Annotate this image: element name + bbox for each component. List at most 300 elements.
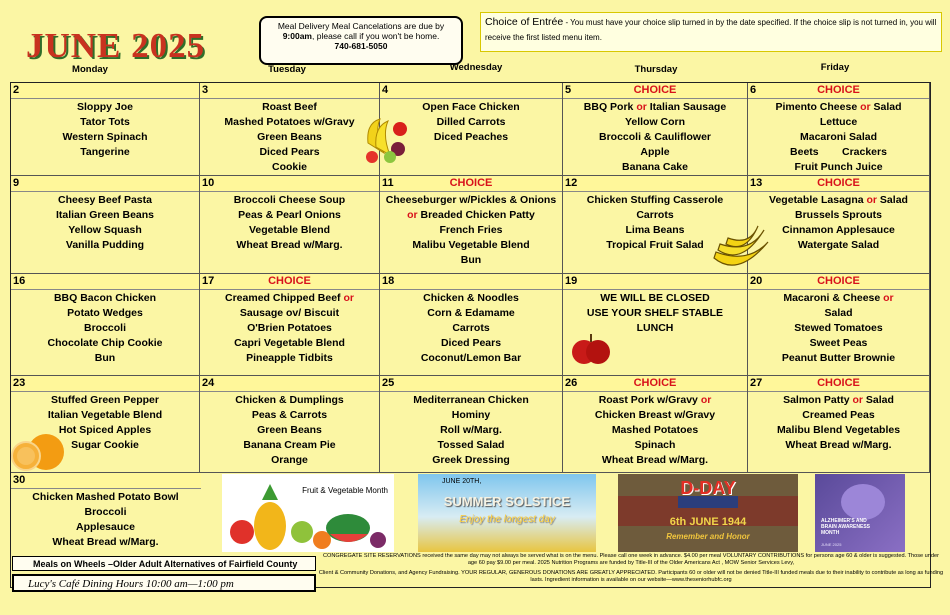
choice-label: CHOICE (633, 377, 677, 389)
menu-item (563, 408, 747, 423)
menu-item-text: USE YOUR SHELF STABLE (586, 307, 724, 319)
menu-items (11, 99, 199, 160)
menu-item (11, 408, 199, 423)
menu-item (11, 336, 199, 351)
menu-item (748, 115, 929, 130)
menu-item (11, 100, 199, 115)
menu-item-text: Banana Cake (622, 161, 688, 173)
menu-item-text: Coconut/Lemon Bar (420, 352, 522, 364)
menu-item-text: Wheat Bread w/Marg. (236, 239, 343, 251)
d-day-title: D-DAY (680, 478, 736, 498)
date-number: 12 (565, 177, 578, 189)
menu-item: Chicken Mashed Potato Bowl (32, 491, 179, 503)
menu-item (380, 393, 562, 408)
menu-item (200, 408, 379, 423)
or-connector: or (636, 101, 647, 113)
menu-item (748, 306, 929, 321)
menu-item (200, 291, 379, 306)
fine-print-2: Client & Community Donations, and Agency Fundraising. YOUR REGULAR, GENEROUS DONATIONS ARE GREATLY APPRECIATED. Participants 60 or older will not be denied Title-III funded meals due to their inability to contribute as long as funding lasts. Ingredient information is available on our website—www.theseniorhubfc.org (318, 570, 944, 583)
menu-item (11, 208, 199, 223)
menu-item (200, 223, 379, 238)
day-cell (563, 83, 748, 176)
menu-item-text: Italian Vegetable Blend (47, 409, 163, 421)
menu-item-text: Roast Pork w/Gravy (598, 394, 701, 406)
notice-time: 9:00am (282, 31, 312, 41)
or-connector: or (883, 292, 894, 304)
menu-item-text: Pineapple Tidbits (246, 352, 333, 364)
menu-item-text: Hominy (451, 409, 491, 421)
menu-items (200, 192, 379, 253)
date-bar (380, 376, 562, 392)
menu-item (380, 336, 562, 351)
page-title: JUNE 2025 (26, 26, 206, 65)
menu-item-text: Peas & Carrots (251, 409, 328, 421)
menu-item-text: BBQ Pork (583, 101, 637, 113)
menu-item (380, 423, 562, 438)
d-day-subtitle: Remember and Honor (666, 532, 750, 541)
menu-item-text: Vegetable Blend (248, 224, 331, 236)
menu-item (200, 130, 379, 145)
menu-item (748, 438, 929, 453)
date-bar (200, 376, 379, 392)
menu-item (380, 291, 562, 306)
menu-item-text: Bun (94, 352, 116, 364)
day-cell (380, 376, 563, 473)
solstice-title: SUMMER SOLSTICE (443, 494, 571, 509)
menu-item (200, 393, 379, 408)
date-bar (200, 83, 379, 99)
menu-item-text: Wheat Bread w/Marg. (601, 454, 709, 466)
date-bar (380, 274, 562, 290)
menu-item (200, 306, 379, 321)
menu-item (748, 160, 929, 175)
menu-item-text: Hot Spiced Apples (58, 424, 152, 436)
date-number: 4 (382, 84, 389, 96)
menu-item-text: Broccoli Cheese Soup (233, 194, 346, 206)
date-number: 11 (382, 177, 394, 189)
date-number: 2 (13, 84, 20, 96)
entree-label: Choice of Entrée (485, 16, 564, 28)
day-header-monday: Monday (72, 64, 108, 75)
date-bar (380, 83, 562, 99)
menu-item-text: Macaroni Salad (799, 131, 878, 143)
menu-item: Broccoli (84, 506, 127, 518)
menu-item (200, 115, 379, 130)
menu-item-text: Spinach (634, 439, 676, 451)
fine-print (318, 553, 944, 587)
menu-item (748, 291, 929, 306)
menu-item-text: Pimento Cheese (775, 101, 861, 113)
menu-item-text: Salad (877, 194, 908, 206)
date-bar (748, 274, 929, 290)
menu-item-text: Mashed Potatoes w/Gravy (224, 116, 355, 128)
date-number: 23 (13, 377, 26, 389)
menu-item-text: Lettuce (819, 116, 858, 128)
menu-item-text: Roll w/Marg. (440, 424, 502, 436)
date-number: 25 (382, 377, 395, 389)
day-cell (11, 83, 200, 176)
menu-item (200, 238, 379, 253)
menu-items (563, 392, 747, 468)
menu-item (11, 193, 199, 208)
menu-item (748, 130, 929, 145)
menu-item (380, 253, 562, 268)
date-number: 20 (750, 275, 763, 287)
menu-item (200, 160, 379, 175)
date-number: 26 (565, 377, 578, 389)
menu-item-text: Bun (460, 254, 482, 266)
menu-item-text: Breaded Chicken Patty (417, 209, 535, 221)
menu-item (748, 321, 929, 336)
date-bar (11, 376, 199, 392)
date-number: 18 (382, 275, 395, 287)
head-silhouette-icon (825, 482, 895, 522)
menu-item (748, 193, 929, 208)
menu-item-text: Mashed Potatoes (611, 424, 699, 436)
menu-item (11, 351, 199, 366)
day-cell (11, 176, 200, 274)
menu-item-text: Salad (824, 307, 853, 319)
date-number: 13 (750, 177, 763, 189)
day-header-thursday: Thursday (634, 64, 678, 75)
date-number: 9 (13, 177, 20, 189)
summer-solstice-banner (418, 474, 596, 552)
menu-item-text: Italian Green Beans (55, 209, 155, 221)
menu-item-text: Macaroni & Cheese (783, 292, 884, 304)
date-bar (11, 176, 199, 192)
menu-item (563, 193, 747, 208)
alzheimers-banner (815, 474, 905, 552)
menu-item-text: Carrots (452, 322, 490, 334)
menu-item (563, 100, 747, 115)
menu-items (11, 290, 199, 366)
menu-item-text: Peanut Butter Brownie (781, 352, 896, 364)
menu-items (200, 290, 379, 366)
cancellation-notice (259, 16, 463, 65)
menu-item-text: Malibu Vegetable Blend (412, 239, 530, 251)
menu-item (748, 336, 929, 351)
menu-item-text: O'Brien Potatoes (247, 322, 332, 334)
menu-item-text: Italian Sausage (646, 101, 727, 113)
menu-items (380, 192, 562, 268)
menu-item (380, 223, 562, 238)
date-bar (200, 176, 379, 192)
day-cell (748, 274, 930, 376)
date-bar (380, 176, 562, 192)
menu-item (200, 208, 379, 223)
menu-item (748, 423, 929, 438)
menu-item (200, 336, 379, 351)
menu-item (748, 208, 929, 223)
menu-item: Wheat Bread w/Marg. (52, 536, 159, 548)
menu-item (380, 321, 562, 336)
menu-item (563, 208, 747, 223)
day-cell (200, 176, 380, 274)
date-number: 3 (202, 84, 209, 96)
choice-label: CHOICE (817, 84, 860, 96)
date-number: 16 (13, 275, 26, 287)
menu-item (380, 408, 562, 423)
choice-label: CHOICE (817, 275, 860, 287)
menu-item-text: Potato Wedges (67, 307, 143, 319)
bananas-icon (708, 222, 774, 274)
d-day-date: 6th JUNE 1944 (669, 516, 747, 528)
menu-item (748, 238, 929, 253)
menu-item-text: Salmon Patty (783, 394, 853, 406)
menu-items (748, 99, 929, 175)
menu-item-text: Banana Cream Pie (243, 439, 336, 451)
date-number: 6 (750, 84, 757, 96)
choice-label: CHOICE (449, 177, 493, 189)
menu-item (563, 393, 747, 408)
menu-item-text: Chicken & Noodles (423, 292, 519, 304)
entree-notice (480, 12, 942, 52)
menu-item (563, 291, 747, 306)
menu-item (563, 130, 747, 145)
menu-item-text: Capri Vegetable Blend (234, 337, 345, 349)
day-cell (200, 274, 380, 376)
fine-print-1: CONGREGATE SITE RESERVATIONS received the same day may not always be served what is on the menu. Please call one week in advance. $4.00 per meal VOLUNTARY CONTRIBUTIONS for persons age 60 & older is suggested. Those under age 60 pay $9.00 per meal. 2025 Nutrition Programs are funded by Title-III of the Older Americans Act , MOW Senior Services Levy, (322, 553, 939, 566)
menu-item-text: Salad (870, 101, 902, 113)
menu-item (380, 438, 562, 453)
or-connector: or (852, 394, 863, 406)
menu-item (200, 453, 379, 468)
menu-item (11, 130, 199, 145)
menu-item-text: Lima Beans (625, 224, 685, 236)
menu-item (11, 223, 199, 238)
menu-item-text: Creamed Peas (802, 409, 875, 421)
menu-item-text: Greek Dressing (432, 454, 510, 466)
date-number: 19 (565, 275, 578, 287)
date-bar (748, 83, 929, 99)
menu-item-text: Diced Pears (259, 146, 320, 158)
notice-line2: , please call if you won't be home. (312, 31, 440, 41)
menu-item-text: Broccoli (83, 322, 126, 334)
menu-item (748, 223, 929, 238)
menu-item (11, 393, 199, 408)
menu-item-text: Diced Pears (440, 337, 502, 349)
menu-item (380, 306, 562, 321)
menu-item (748, 408, 929, 423)
menu-item-text: Sausage ov/ Biscuit (239, 307, 340, 319)
date-number: 17 (202, 275, 215, 287)
date-bar: 30 (11, 473, 201, 489)
menu-item-text: Cinnamon Applesauce (782, 224, 895, 236)
day-cell (200, 83, 380, 176)
or-connector: or (343, 292, 354, 304)
menu-item-text: Yellow Corn (624, 116, 686, 128)
day-cell (563, 376, 748, 473)
solstice-date: JUNE 20TH, (442, 478, 482, 485)
menu-item-text: Chicken & Dumplings (235, 394, 344, 406)
menu-item-text: Vegetable Lasagna (769, 194, 867, 206)
menu-item-text: Stuffed Green Pepper (51, 394, 159, 406)
solstice-subtitle: Enjoy the longest day (459, 514, 555, 525)
menu-item-text: Chicken Stuffing Casserole (586, 194, 724, 206)
date-bar (563, 376, 747, 392)
menu-item-text: Diced Peaches (433, 131, 509, 143)
day-cell (200, 376, 380, 473)
menu-item-text: Cheeseburger w/Pickles & Onions (385, 194, 557, 206)
menu-items (380, 392, 562, 468)
menu-item-text: BBQ Bacon Chicken (53, 292, 157, 304)
menu-item-text: Green Beans (257, 424, 322, 436)
menu-item-text: Fruit Punch Juice (794, 161, 883, 173)
or-connector: or (866, 194, 878, 206)
day-header-tuesday: Tuesday (268, 64, 306, 75)
menu-item (563, 438, 747, 453)
menu-items (563, 290, 747, 336)
menu-item (380, 238, 562, 253)
or-connector: or (860, 101, 871, 113)
day-header-friday: Friday (820, 62, 850, 73)
date-bar (11, 274, 199, 290)
menu-item (200, 351, 379, 366)
menu-item-text: LUNCH (636, 322, 674, 334)
menu-item: Applesauce (76, 521, 135, 533)
menu-item-text: Vanilla Pudding (65, 239, 145, 251)
menu-item-text: Green Beans (257, 131, 322, 143)
menu-item-text: Dilled Carrots (436, 116, 506, 128)
menu-item (380, 208, 562, 223)
meals-on-wheels-label: Meals on Wheels –Older Adult Alternatives of Fairfield County (12, 556, 316, 571)
or-connector: or (700, 394, 712, 406)
day-header-wednesday: Wednesday (449, 62, 503, 73)
menu-item (200, 145, 379, 160)
date-bar (748, 376, 929, 392)
d-day-banner (618, 474, 798, 552)
menu-item-text: Brussels Sprouts (795, 209, 882, 221)
choice-label: CHOICE (817, 377, 860, 389)
alz-date: JUNE 2025 (821, 542, 842, 547)
menu-items (748, 392, 929, 453)
menu-item-text: Stewed Tomatoes (794, 322, 883, 334)
menu-item (200, 193, 379, 208)
menu-item (380, 453, 562, 468)
menu-items (748, 290, 929, 366)
day-cell (748, 176, 930, 274)
fruit-banner-label: Fruit & Vegetable Month (302, 486, 388, 495)
menu-item (200, 321, 379, 336)
menu-item-text: WE WILL BE CLOSED (600, 292, 710, 304)
fruit-basket-icon (360, 113, 412, 165)
date-bar (563, 176, 747, 192)
menu-item (563, 423, 747, 438)
menu-item (200, 100, 379, 115)
date-bar (563, 274, 747, 290)
menu-item-text: Western Spinach (62, 131, 148, 143)
menu-item-text: Open Face Chicken (422, 101, 520, 113)
menu-item-text: Apple (640, 146, 670, 158)
menu-item-text: Tropical Fruit Salad (606, 239, 704, 251)
menu-item (200, 438, 379, 453)
menu-item (563, 115, 747, 130)
choice-label: CHOICE (817, 177, 860, 189)
menu-item-text: Watergate Salad (797, 239, 880, 251)
menu-item-text: Roast Beef (262, 101, 317, 113)
day-cell (748, 83, 930, 176)
menu-items (380, 290, 562, 366)
menu-items (11, 192, 199, 253)
apple-icon (570, 332, 614, 368)
menu-item (748, 100, 929, 115)
menu-item-text: Beets Crackers (790, 146, 887, 158)
menu-item (11, 145, 199, 160)
date-bar (748, 176, 929, 192)
day-cell (11, 274, 200, 376)
date-bar (11, 83, 199, 99)
menu-item (380, 193, 562, 208)
menu-item (11, 321, 199, 336)
menu-item-text: Creamed Chipped Beef (225, 292, 344, 304)
menu-item-text: Chicken Breast w/Gravy (594, 409, 716, 421)
date-number: 27 (750, 377, 763, 389)
date-number: 10 (202, 177, 215, 189)
day-cell (748, 376, 930, 473)
menu-item-text: Corn & Edamame (427, 307, 515, 319)
menu-item (563, 453, 747, 468)
menu-item-text: Peas & Pearl Onions (238, 209, 341, 221)
menu-items (200, 99, 379, 175)
date-number: 5 (565, 84, 572, 96)
cafe-hours: Lucy's Café Dining Hours 10:00 am—1:00 pm (12, 574, 316, 592)
menu-items (748, 192, 929, 253)
menu-item-text: Cookie (271, 161, 307, 173)
menu-items (11, 489, 200, 550)
menu-item-text: Orange (271, 454, 308, 466)
date-number: 24 (202, 377, 215, 389)
menu-items (200, 392, 379, 468)
day-cell (380, 176, 563, 274)
date-bar (200, 274, 379, 290)
menu-item (563, 145, 747, 160)
orange-icon (10, 432, 68, 472)
menu-item (11, 238, 199, 253)
menu-item-text: Broccoli & Cauliflower (598, 131, 712, 143)
menu-item (748, 393, 929, 408)
menu-item (200, 423, 379, 438)
menu-item (748, 145, 929, 160)
menu-item-text: Mediterranean Chicken (413, 394, 529, 406)
menu-item-text: Tossed Salad (437, 439, 505, 451)
notice-phone: 740-681-5050 (334, 41, 388, 51)
menu-item-text: Sloppy Joe (76, 101, 133, 113)
menu-items (563, 99, 747, 175)
menu-item-text: Carrots (636, 209, 674, 221)
menu-item (11, 291, 199, 306)
alz-title: ALZHEIMER'S AND BRAIN AWARENESS MONTH (821, 518, 870, 536)
menu-item-text: Sugar Cookie (71, 439, 139, 451)
entree-text: - You must have your choice slip turned in by the date specified. If the choice slip is not turned in, you will receive the first listed menu item. (485, 18, 937, 42)
menu-item (563, 160, 747, 175)
menu-item-text: Tangerine (80, 146, 130, 158)
menu-item-text: Wheat Bread w/Marg. (785, 439, 892, 451)
menu-item-text: Cheesy Beef Pasta (58, 194, 152, 206)
notice-line1: Meal Delivery Meal Cancelations are due by (277, 21, 445, 31)
day-cell (380, 274, 563, 376)
menu-item-text: Yellow Squash (68, 224, 142, 236)
menu-item-text: Salad (863, 394, 894, 406)
menu-item-text: French Fries (439, 224, 503, 236)
menu-item-text: Sweet Peas (809, 337, 868, 349)
menu-item (11, 306, 199, 321)
menu-item-text: Tator Tots (80, 116, 130, 128)
menu-item (380, 351, 562, 366)
choice-label: CHOICE (633, 84, 677, 96)
menu-item-text: Malibu Blend Vegetables (776, 424, 901, 436)
date-bar (563, 83, 747, 99)
choice-label: CHOICE (268, 275, 311, 287)
